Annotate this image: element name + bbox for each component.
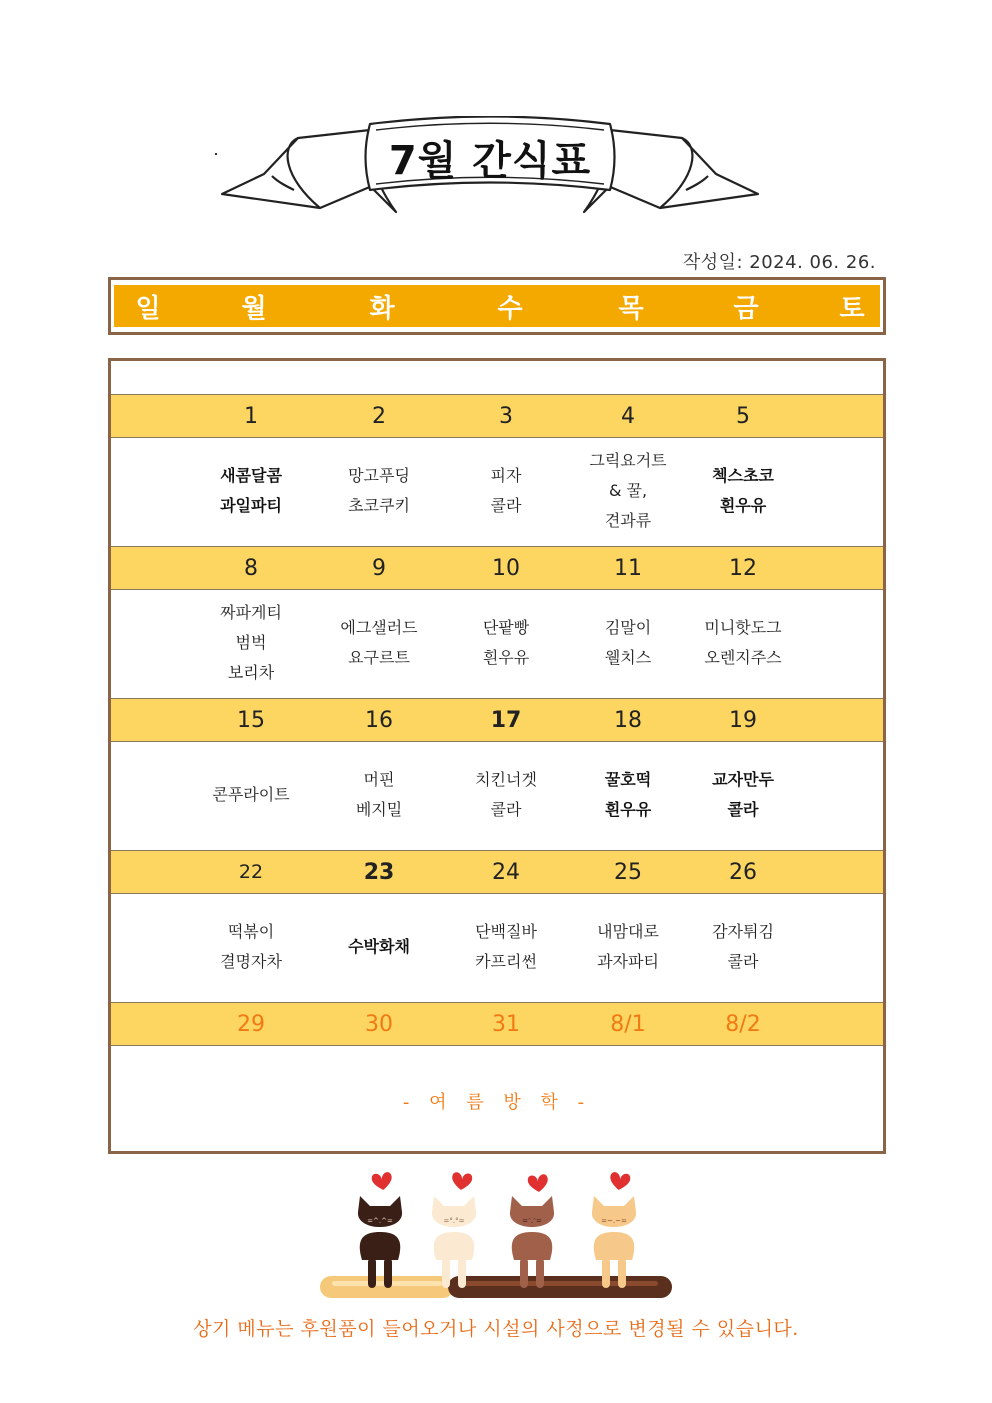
- menu-item: 피자: [490, 466, 522, 485]
- menu-item: 치킨너겟: [475, 770, 537, 789]
- menu-item: 내맘대로: [597, 922, 659, 941]
- menu-item: 첵스초코: [712, 466, 774, 485]
- menu-item: 보리차: [227, 663, 275, 682]
- page-title: 7월 간식표: [388, 137, 592, 184]
- date-cell: 4: [621, 403, 635, 429]
- decor-dot: [215, 153, 217, 155]
- menu-item: 김말이: [604, 618, 652, 637]
- menu-row-week2: [111, 589, 883, 697]
- menu-item: 콜라: [490, 800, 522, 819]
- date-cell: 11: [614, 555, 642, 581]
- menu-item: 카프리썬: [475, 952, 537, 971]
- menu-cell: [446, 893, 566, 1001]
- menu-item: 범벅: [235, 633, 267, 652]
- cat-icon: [358, 1196, 402, 1288]
- cat-icon: [510, 1196, 554, 1288]
- menu-cell: [319, 893, 439, 1001]
- menu-item: 웰치스: [604, 648, 652, 667]
- menu-cell: [446, 589, 566, 697]
- date-row-week4: [111, 850, 883, 894]
- menu-item: 과자파티: [597, 952, 659, 971]
- svg-text:=~.~=: =~.~=: [601, 1217, 627, 1225]
- date-cell: 8: [244, 555, 258, 581]
- menu-item: 결명자차: [220, 952, 282, 971]
- cat-icon: [592, 1196, 636, 1288]
- menu-item: 견과류: [604, 511, 652, 530]
- weekday-header-fill: [114, 285, 880, 327]
- menu-cell: [446, 437, 566, 545]
- menu-item: 흰우유: [719, 496, 767, 515]
- date-cell: 24: [492, 859, 520, 885]
- menu-cell: [568, 893, 688, 1001]
- created-date: 작성일: 2024. 06. 26.: [682, 252, 876, 273]
- menu-cell: [446, 741, 566, 849]
- menu-item: 망고푸딩: [348, 466, 410, 485]
- weekday-sat: 토: [839, 293, 865, 324]
- menu-cell: [568, 589, 688, 697]
- weekday-sun: 일: [135, 293, 161, 324]
- menu-item: 과일파티: [220, 496, 282, 515]
- date-row-week1: [111, 394, 883, 438]
- menu-item: 요구르트: [348, 648, 410, 667]
- menu-cell: [191, 437, 311, 545]
- footer-notice: 상기 메뉴는 후원품이 들어오거나 시설의 사정으로 변경될 수 있습니다.: [193, 1318, 799, 1340]
- menu-cell: [191, 589, 311, 697]
- menu-cell: [319, 589, 439, 697]
- menu-item: 그릭요거트: [589, 451, 667, 470]
- date-cell: 12: [729, 555, 757, 581]
- menu-item: 베지밀: [355, 800, 403, 819]
- date-cell: 31: [492, 1011, 520, 1037]
- menu-row-week1: [111, 437, 883, 545]
- date-row-week3: [111, 698, 883, 742]
- date-cell: 8/1: [610, 1011, 646, 1037]
- menu-item: 흰우유: [482, 648, 530, 667]
- date-cell: 19: [729, 707, 757, 733]
- date-cell: 23: [363, 859, 395, 885]
- weekday-header: [108, 277, 886, 335]
- menu-item: 교자만두: [712, 770, 774, 789]
- date-cell: 16: [365, 707, 393, 733]
- date-cell: 1: [244, 403, 258, 429]
- menu-item: & 꿀,: [608, 481, 648, 500]
- date-row-week2: [111, 546, 883, 590]
- date-cell: 3: [499, 403, 513, 429]
- menu-row-week3: [111, 741, 883, 849]
- date-cell: 29: [237, 1011, 265, 1037]
- menu-item: 에그샐러드: [340, 618, 418, 637]
- weekday-thu: 목: [618, 293, 644, 324]
- date-cell: 15: [237, 707, 265, 733]
- menu-row-week4: [111, 893, 883, 1001]
- menu-item: 감자튀김: [712, 922, 774, 941]
- vacation-label: - 여 름 방 학 -: [402, 1092, 592, 1113]
- cat-icon: [432, 1196, 476, 1288]
- menu-item: 콜라: [727, 952, 759, 971]
- weekday-mon: 월: [241, 293, 267, 324]
- menu-item: 초코쿠키: [348, 496, 410, 515]
- menu-cell: [683, 893, 803, 1001]
- menu-cell: [683, 741, 803, 849]
- weekday-tue: 화: [369, 293, 395, 324]
- menu-item: 미니핫도그: [704, 618, 782, 637]
- date-cell: 2: [372, 403, 386, 429]
- weekday-fri: 금: [733, 293, 759, 324]
- date-cell: 5: [736, 403, 750, 429]
- menu-item: 새콤달콤: [220, 466, 282, 485]
- menu-item: 머핀: [363, 770, 395, 789]
- bar-dark: [448, 1276, 672, 1298]
- date-cell: 25: [614, 859, 642, 885]
- weekday-wed: 수: [497, 293, 523, 324]
- cats-illustration: [318, 1160, 674, 1308]
- date-cell: 26: [729, 859, 757, 885]
- menu-item: 수박화채: [348, 937, 410, 956]
- svg-text:=ᵔ.ᵔ=: =ᵔ.ᵔ=: [522, 1217, 542, 1225]
- menu-cell: [683, 589, 803, 697]
- menu-item: 콜라: [727, 800, 759, 819]
- date-cell: 10: [492, 555, 520, 581]
- menu-item: 콜라: [490, 496, 522, 515]
- menu-cell: [191, 893, 311, 1001]
- menu-cell: [568, 741, 688, 849]
- menu-item: 흰우유: [604, 800, 652, 819]
- menu-cell: [319, 741, 439, 849]
- svg-text:=°.°=: =°.°=: [443, 1217, 465, 1225]
- menu-item: 오렌지주스: [704, 648, 782, 667]
- menu-item: 짜파게티: [220, 603, 282, 622]
- svg-text:=^.^=: =^.^=: [367, 1217, 393, 1225]
- menu-cell: [319, 437, 439, 545]
- menu-item: 단백질바: [475, 922, 537, 941]
- date-cell: 9: [372, 555, 386, 581]
- date-cell: 18: [614, 707, 642, 733]
- date-row-week5: [111, 1002, 883, 1046]
- snack-calendar: [108, 358, 886, 1154]
- menu-item: 단팥빵: [482, 618, 530, 637]
- date-cell: 22: [238, 861, 264, 883]
- date-cell: 8/2: [725, 1011, 761, 1037]
- date-cell: 17: [490, 707, 522, 733]
- menu-cell: [191, 741, 311, 849]
- menu-item: 꿀호떡: [604, 770, 652, 789]
- menu-item: 콘푸라이트: [212, 785, 290, 804]
- menu-cell: [683, 437, 803, 545]
- menu-item: 떡볶이: [227, 922, 275, 941]
- heart-icon: [371, 1172, 631, 1193]
- menu-cell: [568, 437, 688, 545]
- date-cell: 30: [365, 1011, 393, 1037]
